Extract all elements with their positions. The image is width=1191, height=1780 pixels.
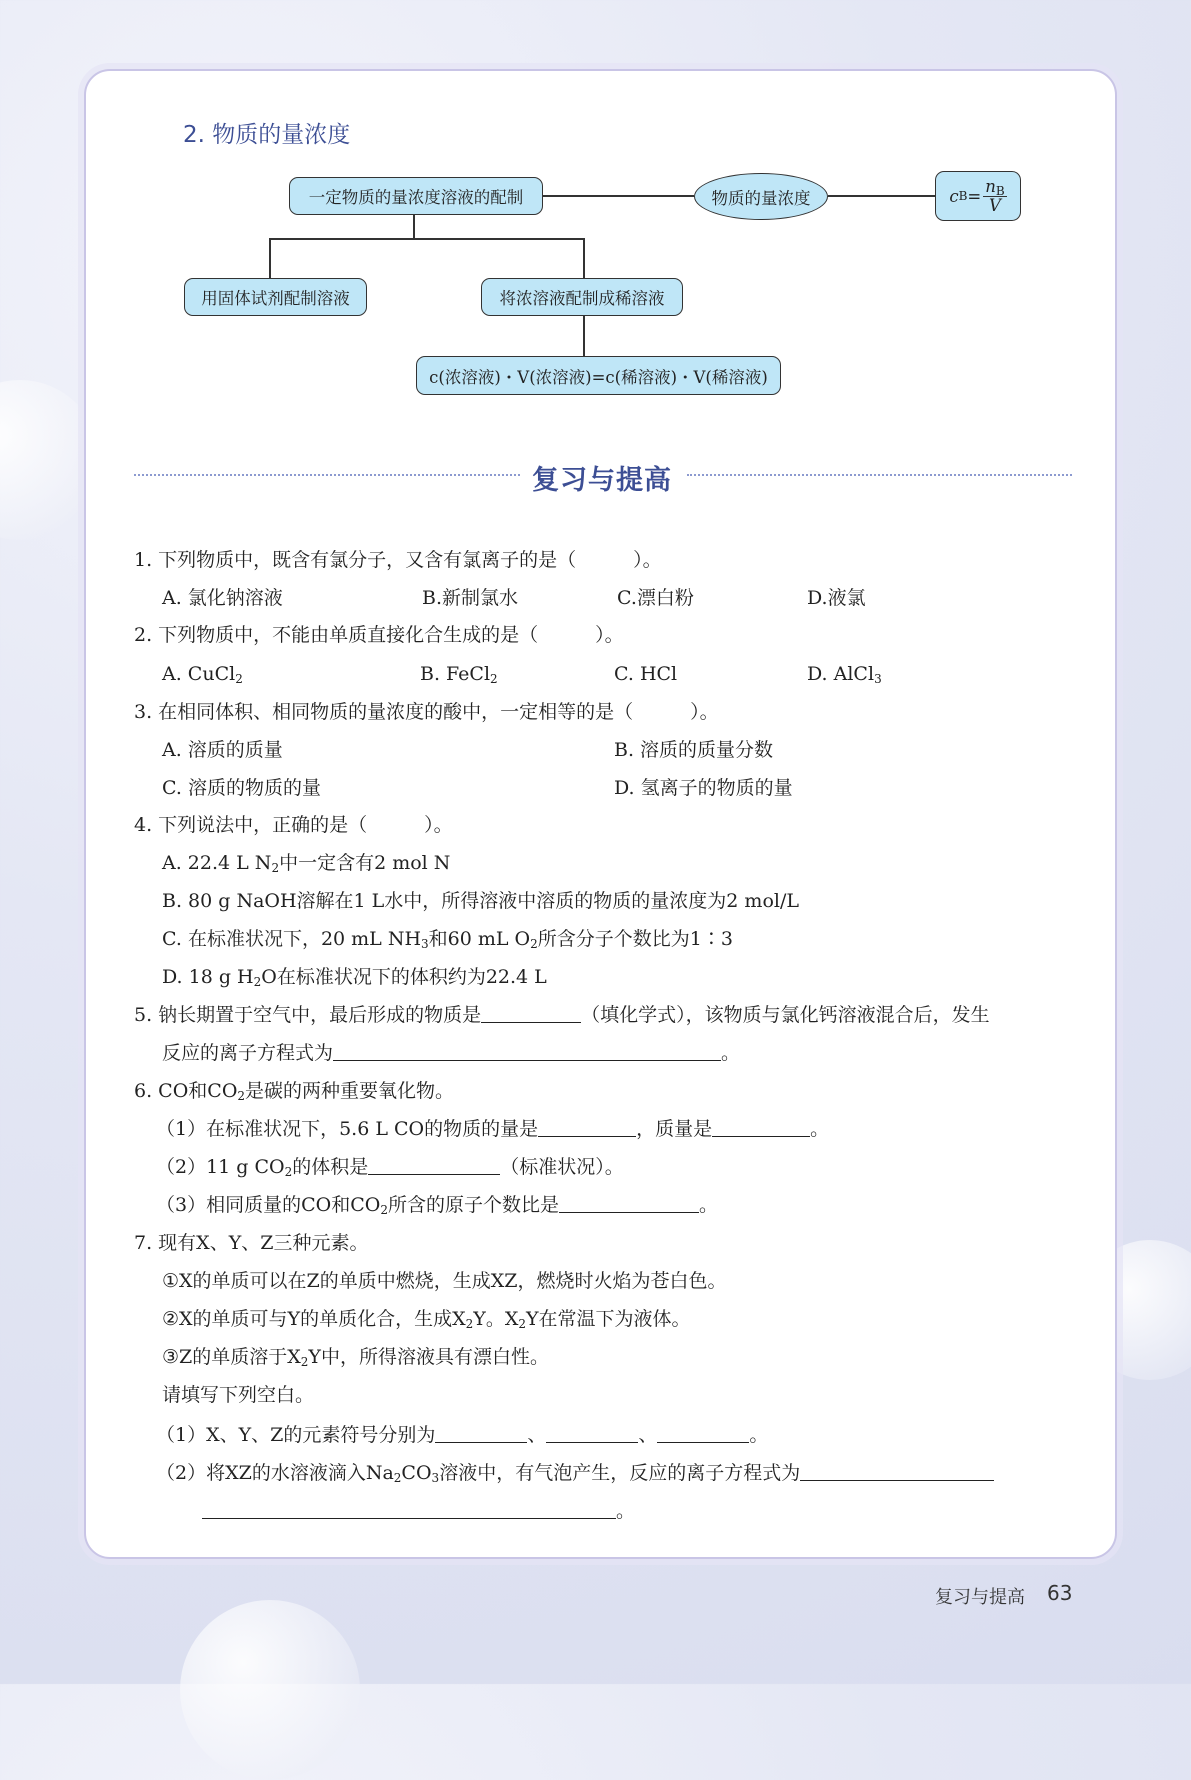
- node-dilution: 将浓溶液配制成稀溶液: [481, 278, 683, 316]
- q3-option-c: C. 溶质的物质的量: [162, 777, 321, 799]
- q3-option-b: B. 溶质的质量分数: [614, 739, 774, 761]
- connector: [542, 195, 694, 197]
- question-5-line-1: 5. 钠长期置于空气中，最后形成的物质是 （填化学式），该物质与氯化钙溶液混合后，发生: [134, 1004, 990, 1026]
- question-6-stem: 6. CO和$CO_2$是碳的两种重要氧化物。: [134, 1080, 455, 1103]
- question-3-stem: 3. 在相同体积、相同物质的量浓度的酸中，一定相等的是（ ）。: [134, 701, 719, 723]
- divider-right: [687, 474, 1072, 476]
- question-2-stem: 2. 下列物质中，不能由单质直接化合生成的是（ ）。: [134, 624, 624, 646]
- node-solution-preparation: 一定物质的量浓度溶液的配制: [289, 177, 543, 215]
- formula-eq: =: [967, 186, 982, 206]
- q3-option-a: A. 溶质的质量: [162, 739, 283, 761]
- node-concentration-formula: c B = $\frac{n_B}{V}$: [935, 171, 1021, 221]
- question-1-stem: 1. 下列物质中，既含有氯分子，又含有氯离子的是（ ）。: [134, 549, 662, 571]
- connector: [269, 238, 271, 278]
- q1-option-d: D.液氯: [807, 587, 866, 609]
- formula-numerator-sub: B: [995, 184, 1005, 199]
- q6-blank-mass[interactable]: [712, 1118, 810, 1137]
- q2-option-a: A. CuCl$_2$: [162, 663, 243, 686]
- formula-numerator: n: [985, 177, 996, 197]
- node-solid-reagent: 用固体试剂配制溶液: [184, 278, 367, 316]
- q3-option-d: D. 氢离子的物质的量: [614, 777, 793, 799]
- q2-option-d: D. AlCl$_3$: [807, 663, 882, 686]
- q7-part-2-continued: 。: [202, 1499, 635, 1523]
- bg-bubble: [180, 1600, 360, 1780]
- q4-option-b: B. 80 g NaOH溶解在1 L水中，所得溶液中溶质的物质的量浓度为2 mol/L: [162, 890, 799, 912]
- review-heading-bar: [134, 458, 1072, 496]
- q7-blank-y[interactable]: [546, 1424, 638, 1443]
- question-4-stem: 4. 下列说法中，正确的是（ ）。: [134, 814, 453, 836]
- q7-blank-x[interactable]: [435, 1424, 527, 1443]
- q7-blank-z[interactable]: [657, 1424, 749, 1443]
- q7-part-2: （2）将XZ的水溶液滴入$Na_2CO_3$溶液中，有气泡产生，反应的离子方程式为: [156, 1461, 994, 1485]
- q6-blank-amount[interactable]: [538, 1118, 636, 1137]
- q6-part-1: （1）在标准状况下，5.6 L CO的物质的量是 ，质量是 。: [156, 1118, 830, 1140]
- review-heading: 复习与提高: [532, 465, 672, 496]
- connector: [583, 238, 585, 278]
- footer-section-label: 复习与提高: [935, 1587, 1025, 1608]
- node-dilution-formula: c(浓溶液)・V(浓溶液)=c(稀溶液)・V(稀溶液): [416, 356, 781, 395]
- q7-blank-equation-a[interactable]: [800, 1462, 994, 1481]
- connector: [828, 195, 936, 197]
- q5-blank-equation[interactable]: [333, 1042, 721, 1061]
- q2-option-c: C. HCl: [614, 663, 678, 685]
- q7-blank-equation-b[interactable]: [202, 1500, 616, 1519]
- q7-condition-3: ③Z的单质溶于$X_2Y$中，所得溶液具有漂白性。: [162, 1346, 549, 1369]
- q1-option-b: B.新制氯水: [422, 587, 519, 609]
- formula-denominator: V: [988, 195, 1001, 215]
- q4-option-a: A. 22.4 L $N_2$中一定含有2 mol N: [162, 852, 451, 875]
- q7-instruction: 请填写下列空白。: [162, 1384, 315, 1406]
- q5-blank-formula[interactable]: [481, 1004, 581, 1023]
- q4-option-d: D. 18 g $H_2O$在标准状况下的体积约为22.4 L: [162, 966, 547, 989]
- q1-option-c: C.漂白粉: [617, 587, 694, 609]
- connector: [413, 214, 415, 239]
- q7-condition-1: ①X的单质可以在Z的单质中燃烧，生成XZ，燃烧时火焰为苍白色。: [162, 1270, 727, 1292]
- page-number: 63: [1047, 1581, 1073, 1605]
- connector: [583, 315, 585, 357]
- q6-part-3: （3）相同质量的CO和$CO_2$所含的原子个数比是 。: [156, 1194, 718, 1217]
- section-title: 2. 物质的量浓度: [183, 122, 351, 148]
- formula-lhs: c: [949, 186, 959, 206]
- node-molar-concentration: 物质的量浓度: [694, 173, 828, 220]
- q7-condition-2: ②X的单质可与Y的单质化合，生成$X_2Y$。$X_2Y$在常温下为液体。: [162, 1308, 691, 1331]
- q6-blank-volume[interactable]: [368, 1156, 500, 1175]
- q6-blank-ratio[interactable]: [559, 1194, 699, 1213]
- question-5-line-2: 反应的离子方程式为 。: [162, 1042, 741, 1064]
- q7-part-1: （1）X、Y、Z的元素符号分别为 、 、 。: [156, 1424, 769, 1446]
- q2-option-b: B. FeCl$_2$: [420, 663, 498, 686]
- formula-fraction: [983, 178, 1006, 214]
- question-7-stem: 7. 现有X、Y、Z三种元素。: [134, 1232, 369, 1254]
- q4-option-c: C. 在标准状况下，20 mL $NH_3$和60 mL $O_2$所含分子个数比为1∶3: [162, 928, 733, 951]
- q1-option-a: A. 氯化钠溶液: [162, 587, 283, 609]
- q6-part-2: （2）11 g $CO_2$的体积是 （标准状况）。: [156, 1156, 624, 1179]
- connector: [269, 238, 584, 240]
- divider-left: [134, 474, 520, 476]
